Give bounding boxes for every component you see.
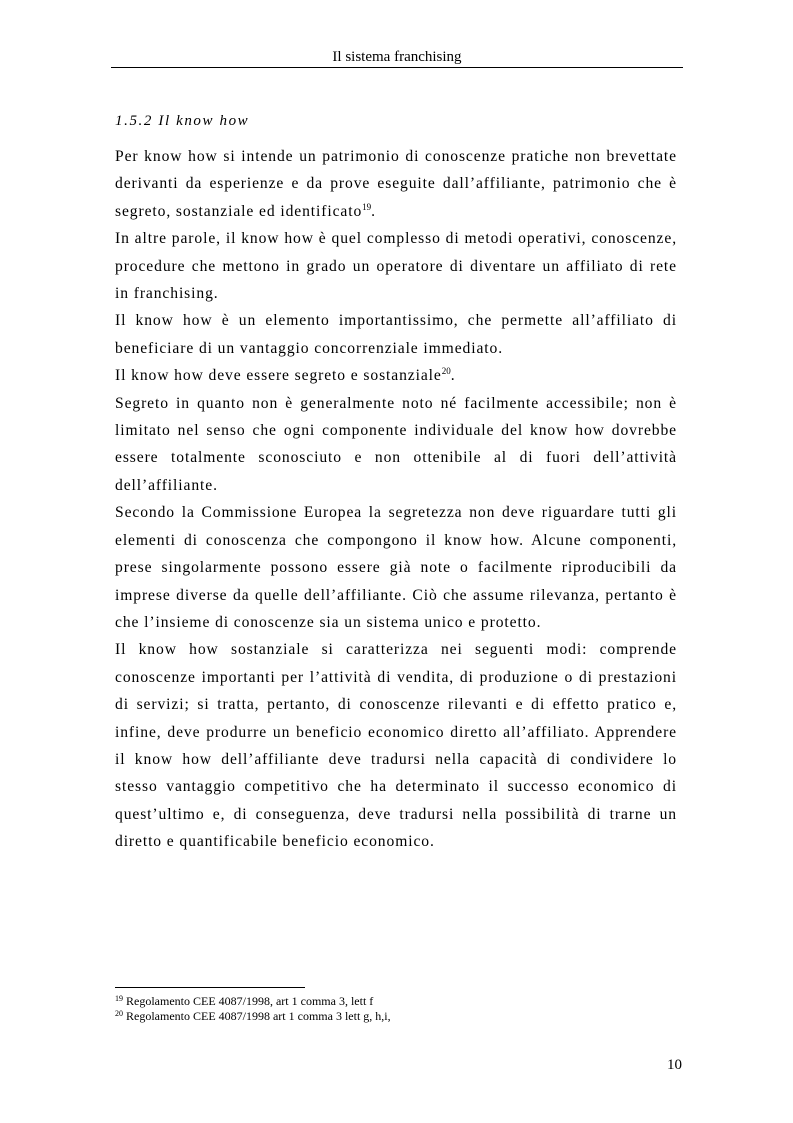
paragraph: Il know how deve essere segreto e sostanziale$^{20}$.: [115, 366, 456, 385]
header-rule: [111, 67, 683, 68]
paragraph: Segreto in quanto non è generalmente noto né facilmente accessibile; non è limitato nel senso che ogni componente individuale del know how dovrebbe essere totalmente sconosciuto e non ottenibile al di fuori dell’attività dell’affiliante.: [115, 394, 677, 494]
page-number: 10: [667, 1057, 682, 1073]
paragraph: Secondo la Commissione Europea la segretezza non deve riguardare tutti gli elementi di conoscenza che compongono il know how. Alcune componenti, prese singolarmente possono essere già note o facilmente riproducibili da imprese diverse da quelle dell’affiliante. Ciò che assume rilevanza, pertanto è che l’insieme di conoscenze sia un sistema unico e protetto.: [115, 504, 677, 631]
footnote: [115, 994, 677, 1009]
footnote: [115, 1009, 677, 1024]
paragraph: In altre parole, il know how è quel complesso di metodi operativi, conoscenze, procedure che mettono in grado un operatore di diventare un affiliato di rete in franchising.: [115, 230, 677, 303]
section-heading: 1.5.2 Il know how: [115, 113, 250, 129]
paragraph: Il know how è un elemento importantissimo, che permette all’affiliato di beneficiare di un vantaggio concorrenziale immediato.: [115, 312, 677, 357]
footnote-ref[interactable]: 19: [362, 201, 372, 212]
footnote-number: 20: [115, 1009, 123, 1018]
footnote-rule: [115, 987, 305, 988]
body-text: [115, 143, 677, 856]
paragraph: Il know how sostanziale si caratterizza nei seguenti modi: comprende conoscenze importanti per l’attività di vendita, di produzione o di prestazioni di servizi; si tratta, pertanto, di conoscenze rilevanti e di effetto pratico e, infine, deve produrre un beneficio economico diretto all’affiliato. Apprendere il know how dell’affiliante deve tradursi nella capacità di condividere lo stesso vantaggio competitivo che ha determinato il successo economico di quest’ultimo e, di conseguenza, deve tradursi nella possibilità di trarne un diretto e quantificabile beneficio economico.: [115, 641, 677, 851]
running-header: Il sistema franchising: [332, 49, 462, 65]
footnotes: [115, 994, 677, 1024]
footnote-text: Regolamento CEE 4087/1998 art 1 comma 3 lett g, h,i,: [126, 1009, 391, 1023]
paragraph: Per know how si intende un patrimonio di conoscenze pratiche non brevettate derivanti da esperienze e da prove eseguite dall’affiliante, patrimonio che è segreto, sostanziale ed identificato$^{19}$.: [115, 148, 677, 220]
footnote-text: Regolamento CEE 4087/1998, art 1 comma 3, lett f: [126, 994, 374, 1008]
footnote-ref[interactable]: 20: [441, 366, 451, 377]
footnote-number: 19: [115, 994, 123, 1003]
